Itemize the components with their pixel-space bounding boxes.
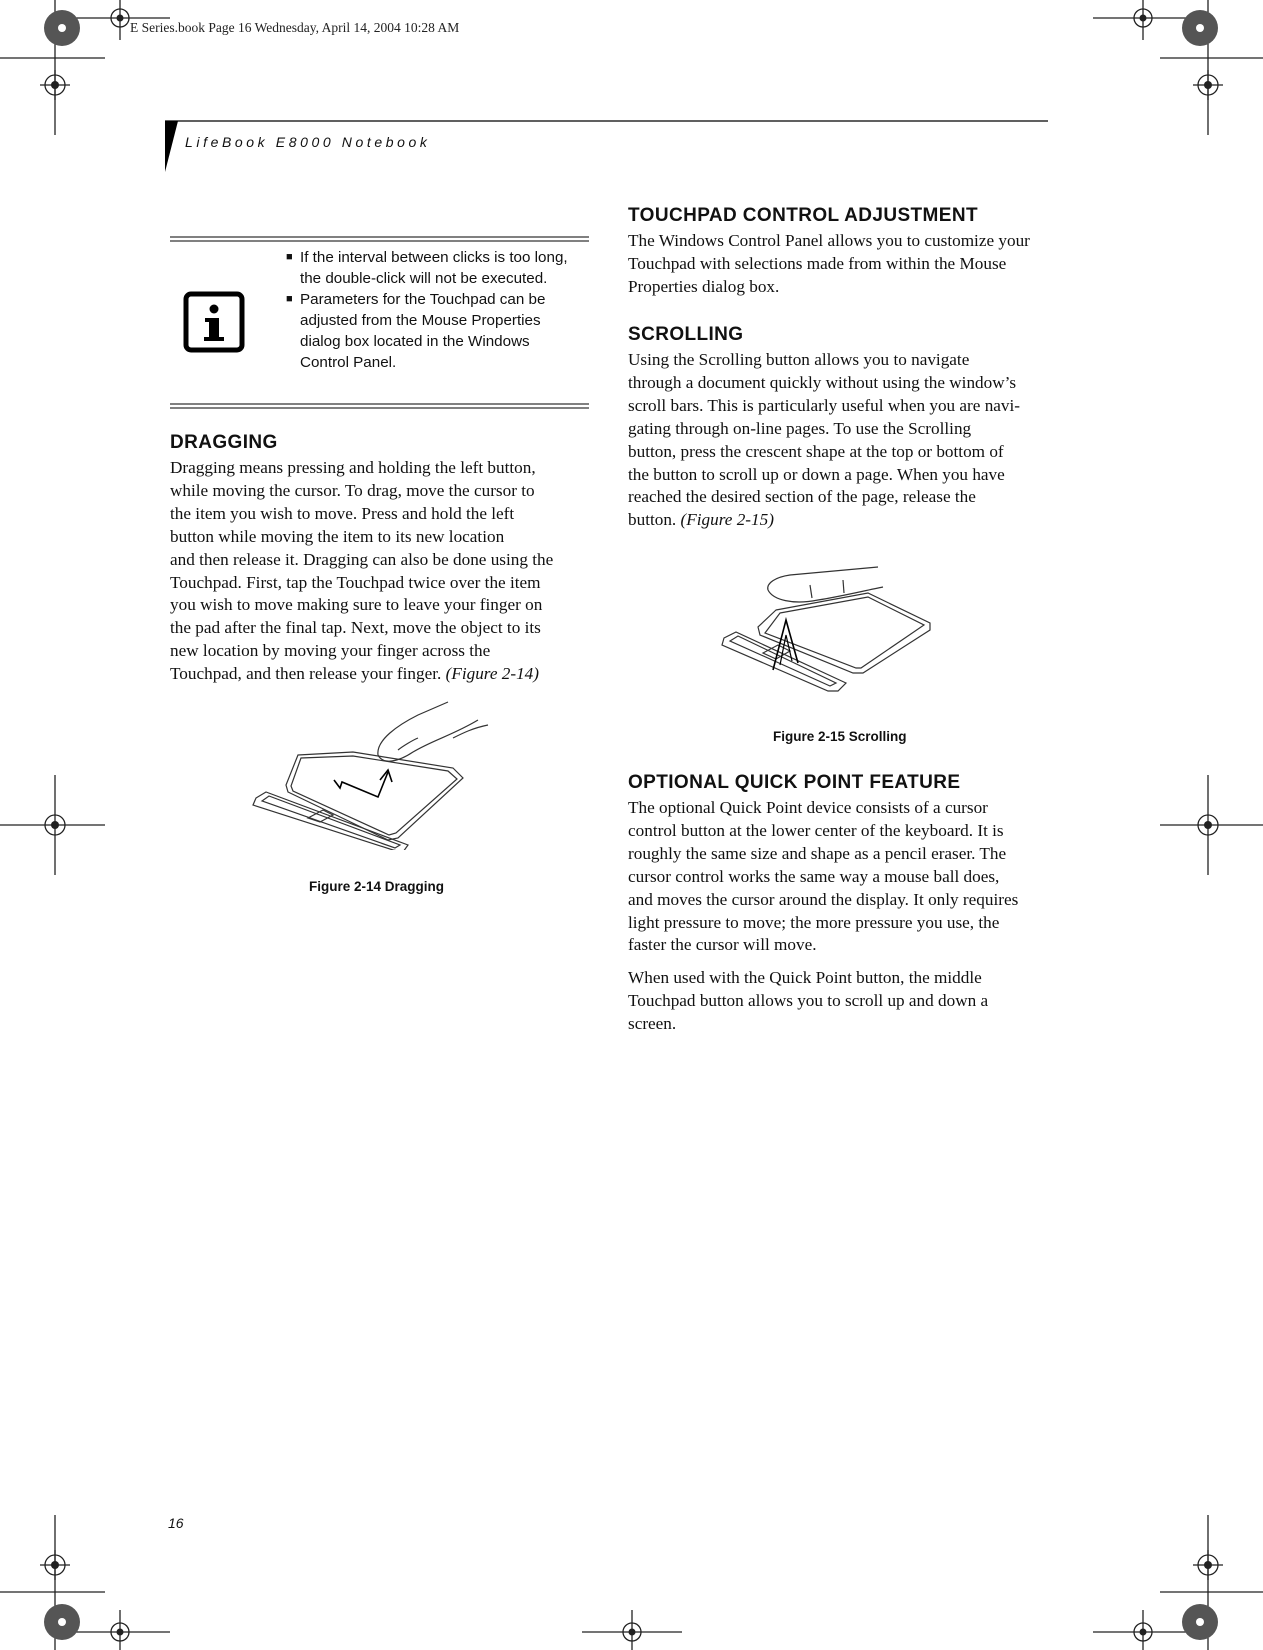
note-item: ■ Parameters for the Touchpad can be adjusted from the Mouse Properties dialog box located in the Windows Control Panel.	[286, 291, 546, 371]
running-header: LifeBook E8000 Notebook	[185, 134, 431, 150]
quick-point-paragraph-2: When used with the Quick Point button, the middle Touchpad button allows you to scroll up and down a screen.	[628, 968, 989, 1033]
figure-2-14-dragging-illustration	[248, 700, 518, 850]
figure-2-14-caption: Figure 2-14 Dragging	[309, 879, 445, 894]
quick-point-heading: OPTIONAL QUICK POINT FEATURE	[628, 772, 961, 793]
note-item: ■ If the interval between clicks is too long, the double-click will not be executed.	[286, 249, 568, 287]
info-icon	[183, 291, 245, 353]
quick-point-paragraph-1: The optional Quick Point device consists of a cursor control button at the lower center of the keyboard. It is roughly the same size and shape as a pencil eraser. The cursor control works the same way a mouse ball does, and moves the cursor around the display. It only requires light pressure to move; the more pressure you use, the faster the cursor will move.	[628, 798, 1019, 955]
figure-ref-2-14: (Figure 2-14)	[445, 664, 539, 684]
figure-2-15-caption: Figure 2-15 Scrolling	[773, 729, 907, 744]
figure-ref-2-15: (Figure 2-15)	[680, 510, 774, 530]
dragging-paragraph: Dragging means pressing and holding the left button, while moving the cursor. To drag, move the cursor to the item you wish to move. Press and hold the left button while moving the item to its new location and then release it. Dragging can also be done using the Touchpad. First, tap the Touchpad twice over the item you wish to move making sure to leave your finger on the pad after the final tap. Next, move the object to its new location by moving your finger across the Touchpad, and then release your finger. (Figure 2-14)	[170, 458, 554, 684]
touchpad-control-heading: TOUCHPAD CONTROL ADJUSTMENT	[628, 205, 978, 226]
print-slug: E Series.book Page 16 Wednesday, April 14, 2004 10:28 AM	[130, 20, 460, 35]
page-number: 16	[168, 1515, 184, 1531]
note-list	[286, 247, 570, 373]
dragging-heading: DRAGGING	[170, 432, 278, 453]
scrolling-paragraph: Using the Scrolling button allows you to navigate through a document quickly without using the window’s scroll bars. This is particularly useful when you are navi- gating through on-line pages. To use the Scrolling button, press the crescent shape at the top or bottom of the button to scroll up or down a page. When you have reached the desired section of the page, release the button. (Figure 2-15)	[628, 350, 1021, 530]
touchpad-control-paragraph: The Windows Control Panel allows you to customize your Touchpad with selections made from within the Mouse Properties dialog box.	[628, 231, 1030, 296]
scrolling-heading: SCROLLING	[628, 324, 744, 345]
figure-2-15-scrolling-illustration	[718, 565, 938, 705]
